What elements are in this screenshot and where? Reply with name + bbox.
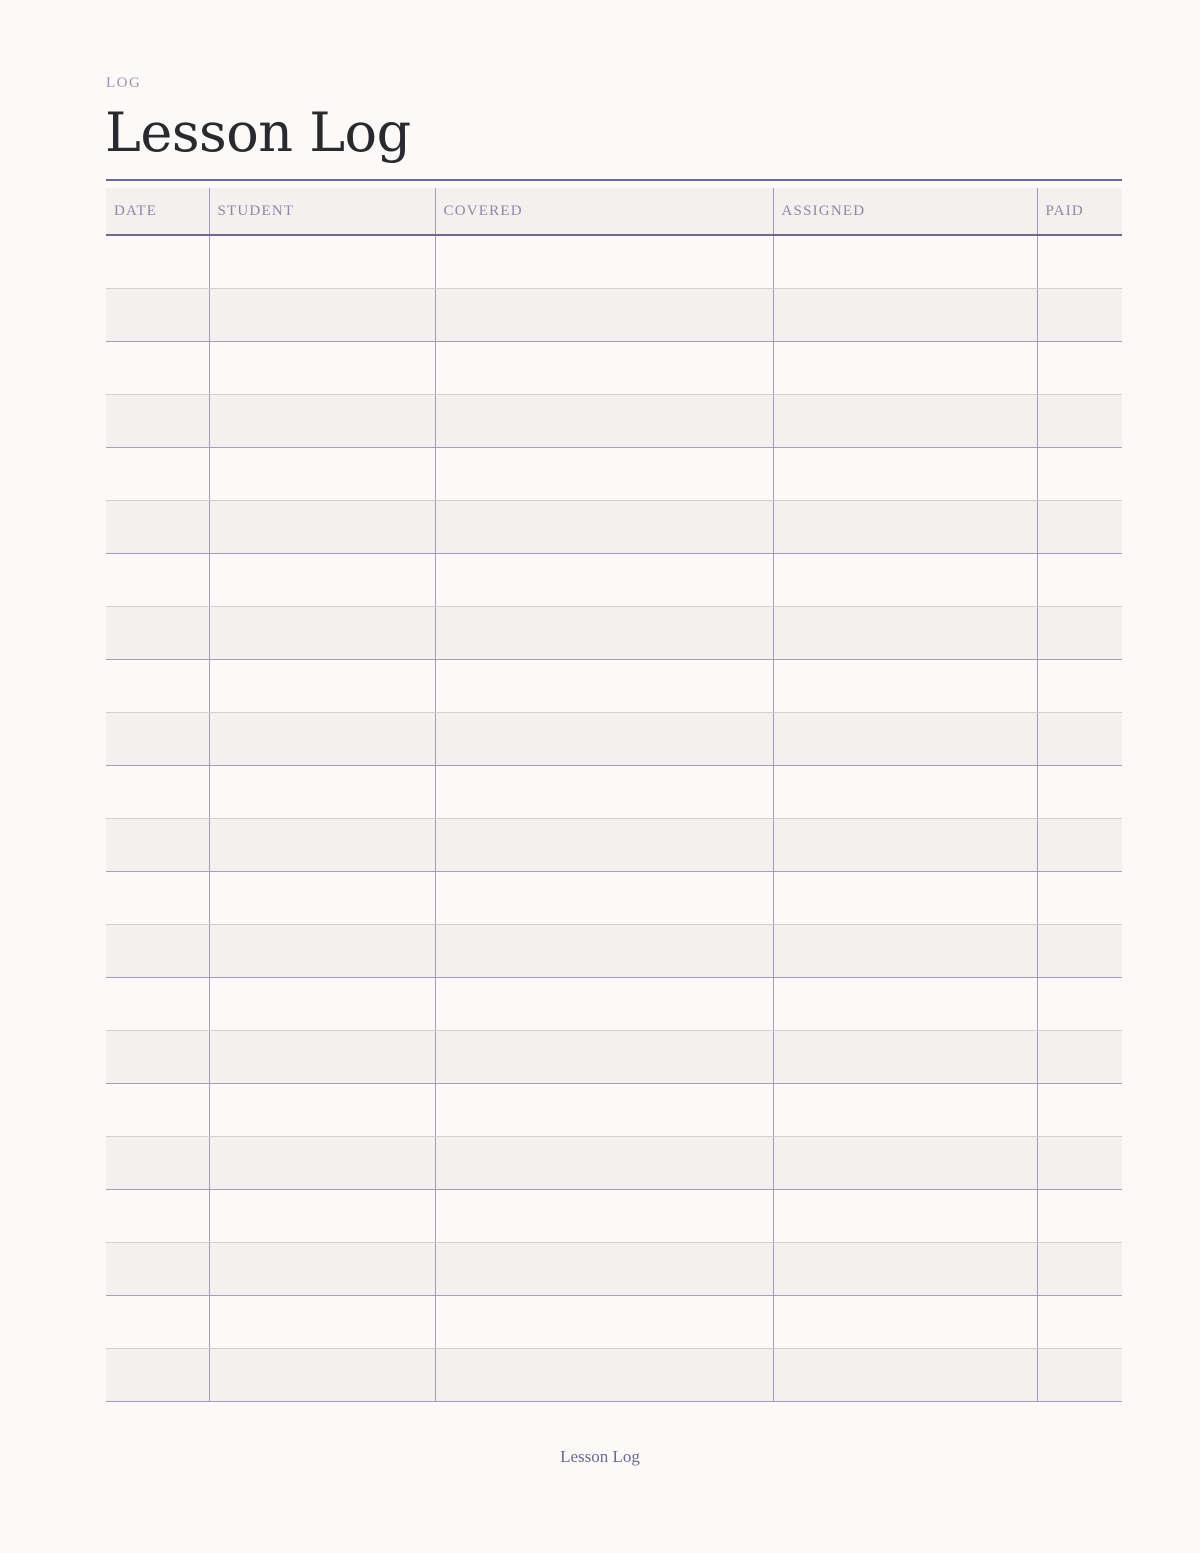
cell-covered[interactable] [435, 1296, 773, 1349]
cell-covered[interactable] [435, 1137, 773, 1190]
cell-assigned[interactable] [773, 1031, 1037, 1084]
cell-covered[interactable] [435, 1190, 773, 1243]
cell-paid[interactable] [1037, 554, 1122, 607]
cell-paid[interactable] [1037, 1243, 1122, 1296]
cell-date[interactable] [106, 1296, 209, 1349]
cell-student[interactable] [209, 1349, 435, 1402]
cell-assigned[interactable] [773, 1296, 1037, 1349]
cell-student[interactable] [209, 819, 435, 872]
cell-assigned[interactable] [773, 660, 1037, 713]
table-row [106, 1243, 1122, 1296]
cell-covered[interactable] [435, 713, 773, 766]
cell-student[interactable] [209, 1243, 435, 1296]
table-row [106, 342, 1122, 395]
column-header-assigned: ASSIGNED [773, 188, 1037, 235]
cell-student[interactable] [209, 766, 435, 819]
cell-paid[interactable] [1037, 607, 1122, 660]
cell-paid[interactable] [1037, 395, 1122, 448]
cell-assigned[interactable] [773, 925, 1037, 978]
cell-assigned[interactable] [773, 1137, 1037, 1190]
cell-assigned[interactable] [773, 607, 1037, 660]
cell-covered[interactable] [435, 872, 773, 925]
cell-covered[interactable] [435, 1031, 773, 1084]
cell-covered[interactable] [435, 448, 773, 501]
cell-student[interactable] [209, 1084, 435, 1137]
lesson-log-table [106, 188, 1122, 1402]
cell-paid[interactable] [1037, 289, 1122, 342]
cell-assigned[interactable] [773, 1084, 1037, 1137]
cell-covered[interactable] [435, 1243, 773, 1296]
cell-assigned[interactable] [773, 766, 1037, 819]
cell-paid[interactable] [1037, 819, 1122, 872]
table-row [106, 395, 1122, 448]
page-footer: Lesson Log [560, 1447, 640, 1466]
cell-date[interactable] [106, 872, 209, 925]
page-title: Lesson Log [105, 101, 411, 164]
cell-assigned[interactable] [773, 448, 1037, 501]
cell-paid[interactable] [1037, 925, 1122, 978]
table-row [106, 766, 1122, 819]
cell-date[interactable] [106, 1190, 209, 1243]
column-header-paid: PAID [1037, 188, 1122, 235]
cell-assigned[interactable] [773, 289, 1037, 342]
cell-assigned[interactable] [773, 501, 1037, 554]
cell-date[interactable] [106, 713, 209, 766]
cell-date[interactable] [106, 289, 209, 342]
table-row [106, 1084, 1122, 1137]
cell-covered[interactable] [435, 342, 773, 395]
cell-student[interactable] [209, 1190, 435, 1243]
cell-date[interactable] [106, 395, 209, 448]
cell-covered[interactable] [435, 819, 773, 872]
cell-student[interactable] [209, 289, 435, 342]
cell-student[interactable] [209, 342, 435, 395]
cell-student[interactable] [209, 713, 435, 766]
cell-date[interactable] [106, 978, 209, 1031]
table-row [106, 819, 1122, 872]
cell-student[interactable] [209, 501, 435, 554]
cell-covered[interactable] [435, 660, 773, 713]
table-row [106, 978, 1122, 1031]
table-row [106, 1031, 1122, 1084]
cell-assigned[interactable] [773, 554, 1037, 607]
column-header-student: STUDENT [209, 188, 435, 235]
cell-student[interactable] [209, 1137, 435, 1190]
table-row [106, 660, 1122, 713]
cell-paid[interactable] [1037, 342, 1122, 395]
cell-date[interactable] [106, 501, 209, 554]
cell-covered[interactable] [435, 607, 773, 660]
cell-date[interactable] [106, 925, 209, 978]
cell-student[interactable] [209, 978, 435, 1031]
cell-paid[interactable] [1037, 448, 1122, 501]
cell-covered[interactable] [435, 554, 773, 607]
cell-date[interactable] [106, 1031, 209, 1084]
table-row [106, 448, 1122, 501]
cell-covered[interactable] [435, 289, 773, 342]
cell-assigned[interactable] [773, 819, 1037, 872]
cell-paid[interactable] [1037, 872, 1122, 925]
cell-paid[interactable] [1037, 713, 1122, 766]
table-row [106, 925, 1122, 978]
cell-covered[interactable] [435, 1084, 773, 1137]
cell-paid[interactable] [1037, 660, 1122, 713]
cell-assigned[interactable] [773, 235, 1037, 289]
title-divider [106, 179, 1122, 181]
cell-paid[interactable] [1037, 1137, 1122, 1190]
cell-paid[interactable] [1037, 978, 1122, 1031]
cell-paid[interactable] [1037, 1031, 1122, 1084]
table-row [106, 501, 1122, 554]
cell-student[interactable] [209, 554, 435, 607]
cell-date[interactable] [106, 554, 209, 607]
cell-assigned[interactable] [773, 978, 1037, 1031]
cell-student[interactable] [209, 660, 435, 713]
table-row [106, 289, 1122, 342]
cell-paid[interactable] [1037, 501, 1122, 554]
table-row [106, 1349, 1122, 1402]
cell-covered[interactable] [435, 501, 773, 554]
cell-date[interactable] [106, 342, 209, 395]
cell-covered[interactable] [435, 395, 773, 448]
cell-date[interactable] [106, 448, 209, 501]
cell-student[interactable] [209, 235, 435, 289]
cell-date[interactable] [106, 1084, 209, 1137]
cell-covered[interactable] [435, 235, 773, 289]
cell-covered[interactable] [435, 925, 773, 978]
cell-date[interactable] [106, 607, 209, 660]
cell-covered[interactable] [435, 766, 773, 819]
cell-assigned[interactable] [773, 342, 1037, 395]
cell-covered[interactable] [435, 978, 773, 1031]
cell-assigned[interactable] [773, 395, 1037, 448]
cell-covered[interactable] [435, 1349, 773, 1402]
cell-paid[interactable] [1037, 1349, 1122, 1402]
cell-date[interactable] [106, 766, 209, 819]
cell-student[interactable] [209, 395, 435, 448]
table-row [106, 554, 1122, 607]
cell-paid[interactable] [1037, 766, 1122, 819]
table-header-row [106, 188, 1122, 235]
table-row [106, 607, 1122, 660]
cell-student[interactable] [209, 872, 435, 925]
table-row [106, 872, 1122, 925]
cell-date[interactable] [106, 1243, 209, 1296]
table-body [106, 235, 1122, 1402]
cell-date[interactable] [106, 1349, 209, 1402]
table-row [106, 1190, 1122, 1243]
cell-paid[interactable] [1037, 235, 1122, 289]
table-row [106, 235, 1122, 289]
cell-paid[interactable] [1037, 1190, 1122, 1243]
section-eyebrow: LOG [106, 75, 142, 91]
cell-student[interactable] [209, 607, 435, 660]
cell-student[interactable] [209, 448, 435, 501]
cell-date[interactable] [106, 660, 209, 713]
table-row [106, 1137, 1122, 1190]
cell-assigned[interactable] [773, 1349, 1037, 1402]
column-header-covered: COVERED [435, 188, 773, 235]
cell-assigned[interactable] [773, 713, 1037, 766]
cell-student[interactable] [209, 925, 435, 978]
column-header-date: DATE [106, 188, 209, 235]
table-row [106, 713, 1122, 766]
cell-paid[interactable] [1037, 1084, 1122, 1137]
cell-date[interactable] [106, 235, 209, 289]
cell-assigned[interactable] [773, 1243, 1037, 1296]
cell-paid[interactable] [1037, 1296, 1122, 1349]
cell-assigned[interactable] [773, 872, 1037, 925]
cell-date[interactable] [106, 819, 209, 872]
cell-date[interactable] [106, 1137, 209, 1190]
cell-student[interactable] [209, 1031, 435, 1084]
table-row [106, 1296, 1122, 1349]
cell-assigned[interactable] [773, 1190, 1037, 1243]
cell-student[interactable] [209, 1296, 435, 1349]
